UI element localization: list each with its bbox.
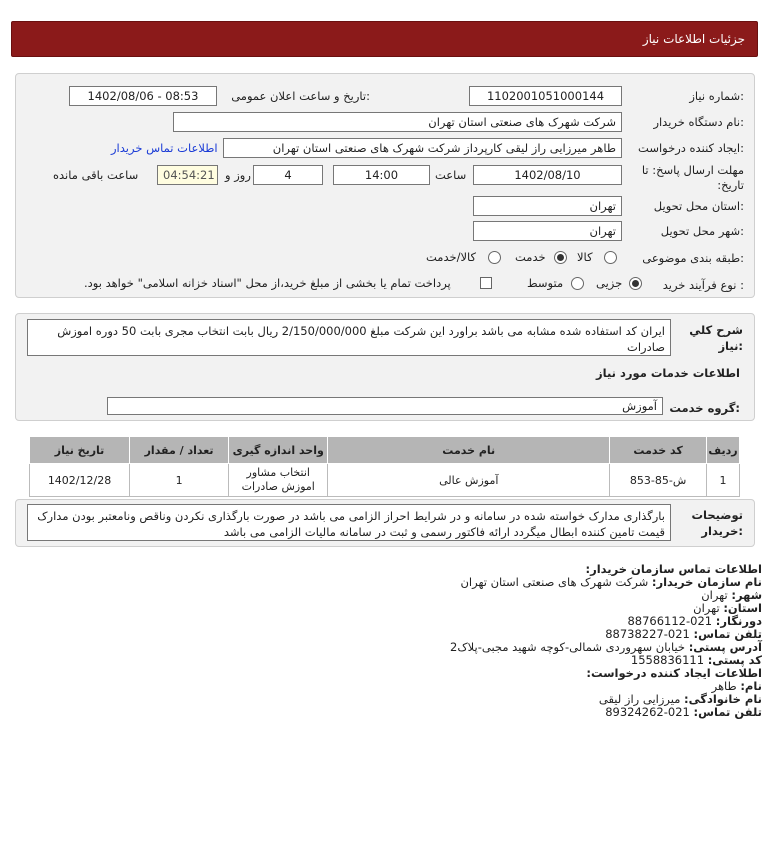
col-qty: تعداد / مقدار xyxy=(130,437,229,464)
process-option-medium: متوسط xyxy=(527,276,564,290)
creator-label: ایجاد کننده درخواست: xyxy=(638,141,744,155)
remaining-time-field: 04:54:21 xyxy=(157,165,218,185)
contact-province-label: استان: xyxy=(723,601,762,615)
deadline-label: مهلت ارسال پاسخ: تا تاریخ: xyxy=(641,163,744,192)
buyer-notes-label-1: توضیحات xyxy=(691,508,743,522)
contact-org-label: نام سازمان خریدار: xyxy=(651,575,762,589)
contact-postal-label: کد پستی: xyxy=(707,653,762,667)
days-label: روز و xyxy=(225,168,251,182)
need-number-field: 1102001051000144 xyxy=(469,86,622,106)
contact-postal-value: 1558836111 xyxy=(630,653,705,667)
description-label-1: شرح کلي xyxy=(689,323,743,337)
process-label: نوع فرآیند خرید : xyxy=(662,278,744,292)
category-radio-service[interactable] xyxy=(554,251,567,264)
treasury-payment-note: پرداخت تمام یا بخشی از مبلغ خرید،از محل "اسناد خزانه اسلامی" خواهد بود. xyxy=(84,276,451,290)
description-text: ایران کد استفاده شده مشابه می باشد براورد این شرکت مبلغ 2/150/000/000 ریال بابت انتخاب مجری بابت 50 دوره اموزش صادرات xyxy=(27,319,671,356)
category-option-goods-service: کالا/خدمت xyxy=(426,250,477,264)
contact-fax-label: دورنگار: xyxy=(715,614,762,628)
services-section-title: اطلاعات خدمات مورد نیاز xyxy=(596,366,740,380)
category-option-goods: کالا xyxy=(577,250,593,264)
buyer-org-label: نام دستگاه خریدار: xyxy=(653,115,744,129)
contact-title-text: اطلاعات تماس سازمان خریدار: xyxy=(585,562,762,576)
contact-province-value: تهران xyxy=(693,601,720,615)
contact-address-label: آدرس پستی: xyxy=(688,640,762,654)
cell-unit: انتخاب مشاور اموزش صادرات xyxy=(229,464,328,497)
col-date: تاریخ نیاز xyxy=(30,437,130,464)
contact-phone-value: 021-88738227 xyxy=(605,627,690,641)
service-group-field: آموزش xyxy=(107,397,663,415)
category-radio-goods[interactable] xyxy=(604,251,617,264)
deadline-date-field: 1402/08/10 xyxy=(473,165,622,185)
creator-name-label: نام: xyxy=(740,679,762,693)
deadline-hour-field: 14:00 xyxy=(333,165,430,185)
creator-family-value: میرزایی راز لیقی xyxy=(598,692,681,706)
process-option-minor: جزیی xyxy=(596,276,623,290)
buyer-notes-label-2: خریدار: xyxy=(701,524,743,538)
province-label: استان محل تحویل: xyxy=(653,199,744,213)
buyer-notes-text: بارگذاری مدارک خواسته شده در سامانه و در شرایط احراز الزامی می باشد در صورت بارگذاری نکردن وناقص ونامعتبر بودن مدارک قیمت تامین کننده ابطال میگردد ارائه فاکتور رسمی و ثبت در سامانه مالیات الزامی می باشد xyxy=(27,504,671,541)
category-option-service: خدمت xyxy=(515,250,546,264)
announce-field: 1402/08/06 - 08:53 xyxy=(69,86,217,106)
contact-fax-value: 021-88766112 xyxy=(627,614,713,628)
services-table-header xyxy=(30,437,740,464)
remaining-label: ساعت باقی مانده xyxy=(53,168,139,182)
category-radio-goods-service[interactable] xyxy=(488,251,501,264)
announce-label: تاریخ و ساعت اعلان عمومی: xyxy=(231,89,370,103)
cell-name: آموزش عالی xyxy=(328,464,610,497)
contact-city-value: تهران xyxy=(701,588,728,602)
service-group-label: گروه خدمت: xyxy=(669,401,740,415)
process-radio-medium[interactable] xyxy=(571,277,584,290)
need-number-label: شماره نیاز: xyxy=(689,89,744,103)
cell-qty: 1 xyxy=(130,464,229,497)
cell-row: 1 xyxy=(707,464,740,497)
table-row xyxy=(30,464,740,497)
creator-name-value: طاهر xyxy=(711,679,737,693)
buyer-contact-link[interactable]: اطلاعات تماس خریدار xyxy=(111,141,218,155)
contact-address-value: خیابان سهروردی شمالی-کوچه شهید مجبی-پلاک2 xyxy=(450,640,686,654)
creator-family-label: نام خانوادگی: xyxy=(684,692,762,706)
col-code: کد خدمت xyxy=(610,437,707,464)
creator-phone-label: تلفن تماس: xyxy=(693,705,762,719)
city-field: تهران xyxy=(473,221,622,241)
treasury-payment-checkbox[interactable] xyxy=(480,277,492,289)
creator-phone-value: 021-89324262 xyxy=(605,705,690,719)
province-field: تهران xyxy=(473,196,622,216)
contact-org-value: شرکت شهرک های صنعتی استان تهران xyxy=(460,575,649,589)
category-label: طبقه بندی موضوعی: xyxy=(642,251,744,265)
page-header xyxy=(11,21,758,57)
creator-field: طاهر میرزایی راز لیقی کارپرداز شرکت شهرک های صنعتی استان تهران xyxy=(223,138,622,158)
process-radio-minor[interactable] xyxy=(629,277,642,290)
page-title: جزئیات اطلاعات نیاز xyxy=(642,32,745,46)
contact-city-label: شهر: xyxy=(731,588,762,602)
cell-code: ش-85-853 xyxy=(610,464,707,497)
buyer-org-field: شرکت شهرک های صنعتی استان تهران xyxy=(173,112,622,132)
description-label-2: نياز: xyxy=(718,339,743,353)
contact-phone-label: تلفن تماس: xyxy=(693,627,762,641)
creator-phone xyxy=(605,706,762,719)
services-table xyxy=(29,436,740,497)
city-label: شهر محل تحویل: xyxy=(660,224,744,238)
col-unit: واحد اندازه گیری xyxy=(229,437,328,464)
days-field: 4 xyxy=(253,165,323,185)
deadline-hour-label: ساعت xyxy=(435,168,467,182)
col-name: نام خدمت xyxy=(328,437,610,464)
cell-date: 1402/12/28 xyxy=(30,464,130,497)
creator-title-text: اطلاعات ایجاد کننده درخواست: xyxy=(586,666,762,680)
col-row: ردیف xyxy=(707,437,740,464)
